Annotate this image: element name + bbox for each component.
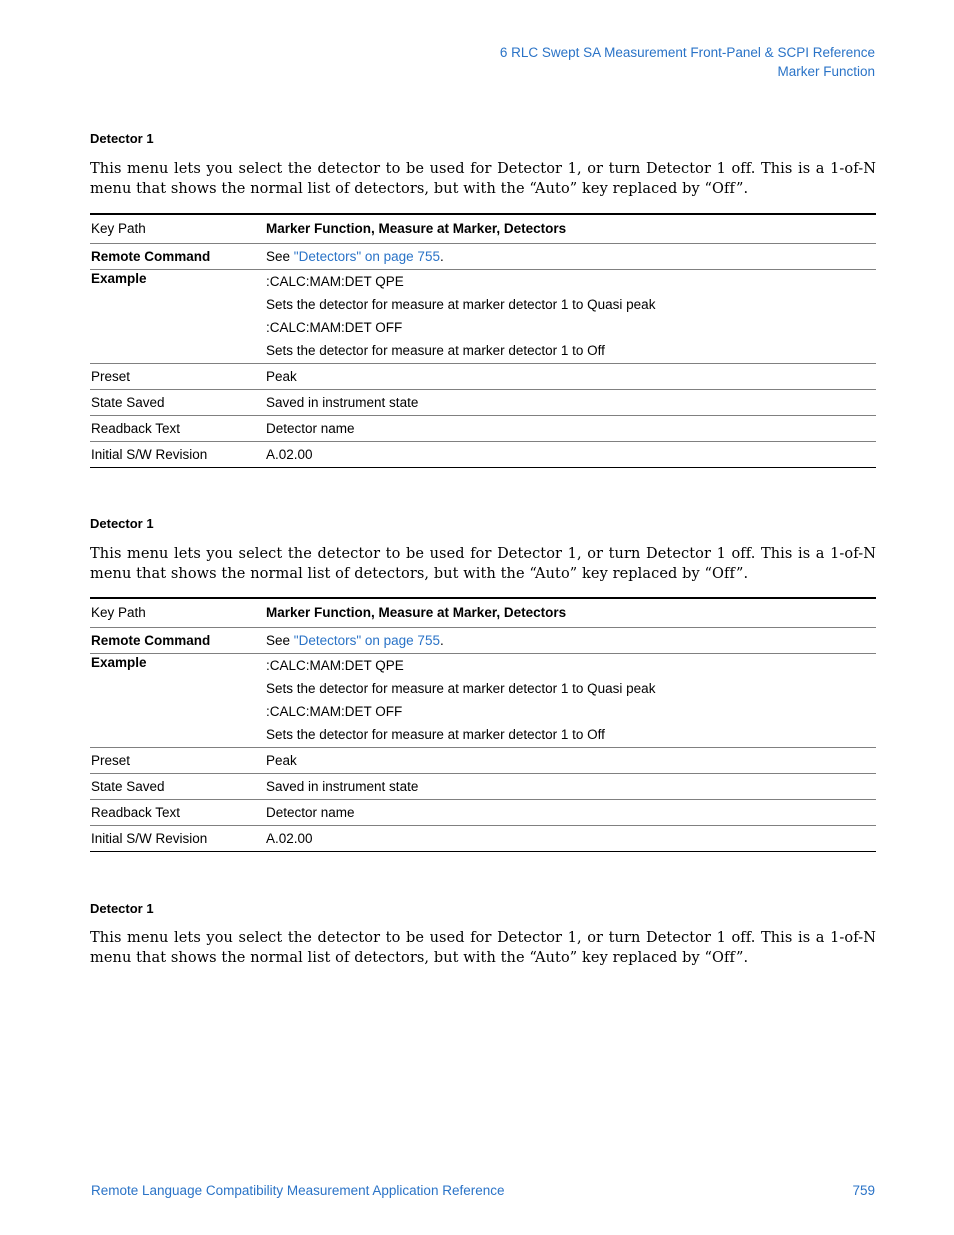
revision-label: Initial S/W Revision	[90, 442, 265, 468]
table-row-remote-command	[90, 628, 876, 654]
section-description: This menu lets you select the detector to be used for Detector 1, or turn Detector 1 off. This is a 1-of-N menu that shows the normal list of detectors, but with the “Auto” key replaced by “Off”.	[90, 161, 876, 197]
footer-title: Remote Language Compatibility Measurement Application Reference	[91, 1183, 505, 1198]
preset-value: Peak	[265, 364, 876, 390]
example-command: :CALC:MAM:DET QPE	[266, 274, 404, 289]
remote-command-label: Remote Command	[90, 244, 265, 270]
command-table	[90, 597, 876, 852]
example-command: :CALC:MAM:DET QPE	[266, 658, 404, 673]
header-section: Marker Function	[777, 64, 875, 79]
state-saved-label: State Saved	[90, 390, 265, 416]
readback-text-label: Readback Text	[90, 800, 265, 826]
example-description: Sets the detector for measure at marker detector 1 to Off	[266, 343, 605, 358]
readback-text-value: Detector name	[265, 416, 876, 442]
state-saved-value: Saved in instrument state	[265, 774, 876, 800]
example-value	[265, 654, 876, 748]
key-path-value: Marker Function, Measure at Marker, Detectors	[265, 598, 876, 628]
remote-suffix: .	[439, 633, 444, 648]
section-description: This menu lets you select the detector to be used for Detector 1, or turn Detector 1 off. This is a 1-of-N menu that shows the normal list of detectors, but with the “Auto” key replaced by “Off”.	[90, 546, 876, 582]
section-title: Detector 1	[90, 131, 154, 146]
table-row-remote-command	[90, 244, 876, 270]
table-row-example	[90, 654, 876, 748]
key-path-value: Marker Function, Measure at Marker, Detectors	[265, 214, 876, 244]
table-row-key-path	[90, 598, 876, 628]
table-row-preset	[90, 364, 876, 390]
example-label: Example	[90, 654, 265, 748]
state-saved-label: State Saved	[90, 774, 265, 800]
state-saved-value: Saved in instrument state	[265, 390, 876, 416]
remote-suffix: .	[439, 249, 444, 264]
example-description: Sets the detector for measure at marker detector 1 to Off	[266, 727, 605, 742]
section-description: This menu lets you select the detector to be used for Detector 1, or turn Detector 1 off. This is a 1-of-N menu that shows the normal list of detectors, but with the “Auto” key replaced by “Off”.	[90, 930, 876, 966]
revision-label: Initial S/W Revision	[90, 826, 265, 852]
readback-text-value: Detector name	[265, 800, 876, 826]
example-command: :CALC:MAM:DET OFF	[266, 320, 403, 335]
preset-label: Preset	[90, 364, 265, 390]
section-title: Detector 1	[90, 901, 154, 916]
page-number: 759	[852, 1183, 875, 1198]
remote-command-label: Remote Command	[90, 628, 265, 654]
example-label: Example	[90, 270, 265, 364]
command-table	[90, 213, 876, 468]
table-row-readback-text	[90, 800, 876, 826]
header-chapter: 6 RLC Swept SA Measurement Front-Panel & SCPI Reference	[499, 45, 875, 60]
revision-value: A.02.00	[265, 442, 876, 468]
table-row-revision	[90, 826, 876, 852]
table-row-key-path	[90, 214, 876, 244]
remote-prefix: See	[266, 633, 294, 648]
example-value	[265, 270, 876, 364]
section-title: Detector 1	[90, 516, 154, 531]
revision-value: A.02.00	[265, 826, 876, 852]
key-path-label: Key Path	[90, 214, 265, 244]
table-row-revision	[90, 442, 876, 468]
table-row-example	[90, 270, 876, 364]
remote-prefix: See	[266, 249, 294, 264]
example-description: Sets the detector for measure at marker detector 1 to Quasi peak	[266, 297, 656, 312]
preset-value: Peak	[265, 748, 876, 774]
remote-command-value	[265, 244, 876, 270]
table-row-state-saved	[90, 774, 876, 800]
table-row-readback-text	[90, 416, 876, 442]
preset-label: Preset	[90, 748, 265, 774]
example-description: Sets the detector for measure at marker detector 1 to Quasi peak	[266, 681, 656, 696]
detectors-link[interactable]: "Detectors" on page 755	[293, 633, 440, 648]
table-row-state-saved	[90, 390, 876, 416]
key-path-label: Key Path	[90, 598, 265, 628]
remote-command-value	[265, 628, 876, 654]
example-command: :CALC:MAM:DET OFF	[266, 704, 403, 719]
table-row-preset	[90, 748, 876, 774]
detectors-link[interactable]: "Detectors" on page 755	[293, 249, 440, 264]
readback-text-label: Readback Text	[90, 416, 265, 442]
